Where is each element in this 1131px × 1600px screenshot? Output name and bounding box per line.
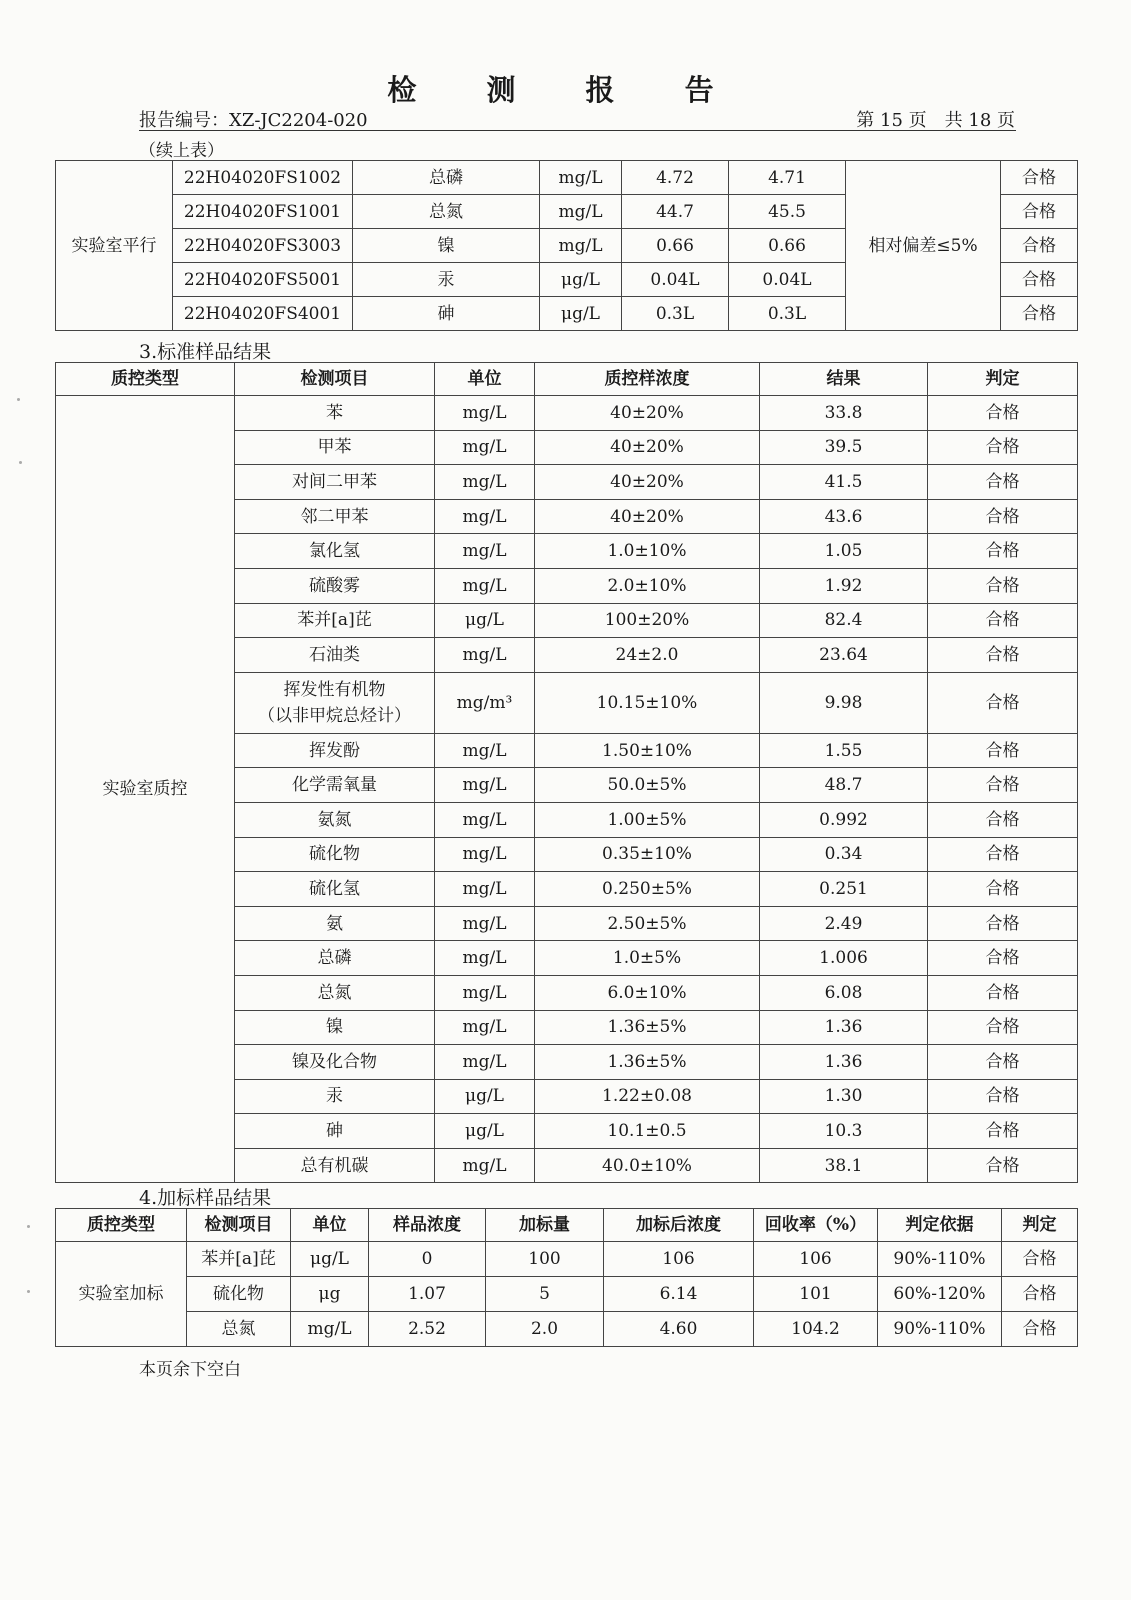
test-item-note: （以非甲烷总烃计）	[258, 705, 411, 726]
value-2-cell: 0.04L	[729, 263, 846, 297]
unit-cell: mg/L	[435, 1045, 535, 1080]
result-cell: 2.49	[760, 906, 928, 941]
unit-cell: mg/m³	[435, 672, 535, 733]
qc-concentration-cell: 1.00±5%	[535, 802, 760, 837]
unit-cell: mg/L	[435, 534, 535, 569]
unit-cell: mg/L	[291, 1312, 369, 1347]
unit-cell: mg/L	[435, 768, 535, 803]
value-1-cell: 44.7	[622, 195, 729, 229]
qc-concentration-cell: 2.0±10%	[535, 568, 760, 603]
value-1-cell: 4.72	[622, 161, 729, 195]
recovery-cell: 101	[754, 1277, 878, 1312]
result-cell: 0.251	[760, 872, 928, 907]
verdict-cell: 合格	[928, 534, 1078, 569]
test-item-name: 总有机碳	[300, 1155, 369, 1176]
column-header: 样品浓度	[369, 1209, 486, 1242]
test-item-cell	[235, 1079, 435, 1114]
test-item-name: 镍及化合物	[292, 1051, 377, 1072]
sample-concentration-cell: 2.52	[369, 1312, 486, 1347]
test-item-name: 氨氮	[317, 809, 352, 830]
result-cell: 1.30	[760, 1079, 928, 1114]
spike-section-title: 4.加标样品结果	[139, 1187, 272, 1209]
result-cell: 39.5	[760, 430, 928, 465]
unit-cell: mg/L	[435, 733, 535, 768]
result-cell: 0.34	[760, 837, 928, 872]
unit-cell: μg/L	[435, 1079, 535, 1114]
qc-concentration-cell: 40±20%	[535, 396, 760, 431]
verdict-cell: 合格	[928, 733, 1078, 768]
column-header: 单位	[291, 1209, 369, 1242]
column-header: 检测项目	[187, 1209, 291, 1242]
test-item-cell: 砷	[353, 297, 540, 331]
unit-cell: mg/L	[435, 837, 535, 872]
table-row	[56, 1277, 1078, 1312]
sample-id-cell: 22H04020FS4001	[173, 297, 353, 331]
test-item-cell: 总氮	[353, 195, 540, 229]
verdict-cell: 合格	[1001, 263, 1078, 297]
unit-cell: mg/L	[435, 975, 535, 1010]
unit-cell: mg/L	[435, 430, 535, 465]
test-item-name: 挥发性有机物	[283, 679, 386, 700]
column-header: 检测项目	[235, 363, 435, 396]
qc-type-cell: 实验室平行	[56, 161, 173, 331]
verdict-cell: 合格	[1002, 1312, 1078, 1347]
test-item-cell	[235, 534, 435, 569]
unit-cell: μg/L	[540, 297, 622, 331]
verdict-cell: 合格	[928, 1045, 1078, 1080]
test-item-name: 硫酸雾	[309, 575, 360, 596]
value-2-cell: 4.71	[729, 161, 846, 195]
verdict-cell: 合格	[1002, 1277, 1078, 1312]
qc-concentration-cell: 40±20%	[535, 499, 760, 534]
test-item-name: 砷	[326, 1121, 343, 1142]
column-header: 判定	[1002, 1209, 1078, 1242]
column-header: 单位	[435, 363, 535, 396]
test-item-name: 总磷	[317, 948, 352, 969]
page-end-note: 本页余下空白	[139, 1360, 241, 1380]
unit-cell: mg/L	[435, 1148, 535, 1183]
test-item-cell	[235, 465, 435, 500]
column-header: 结果	[760, 363, 928, 396]
verdict-cell: 合格	[928, 872, 1078, 907]
result-cell: 1.36	[760, 1010, 928, 1045]
scan-speck	[19, 461, 22, 464]
test-item-cell: 总磷	[353, 161, 540, 195]
table-row	[56, 161, 1078, 195]
qc-concentration-cell: 100±20%	[535, 603, 760, 638]
standard-section-title: 3.标准样品结果	[139, 341, 272, 363]
unit-cell: mg/L	[435, 1010, 535, 1045]
result-cell: 23.64	[760, 638, 928, 673]
unit-cell: mg/L	[435, 465, 535, 500]
result-cell: 1.05	[760, 534, 928, 569]
column-header: 质控样浓度	[535, 363, 760, 396]
sample-concentration-cell: 0	[369, 1242, 486, 1277]
table-row	[56, 396, 1078, 431]
value-2-cell: 0.3L	[729, 297, 846, 331]
unit-cell: μg/L	[291, 1242, 369, 1277]
criterion-cell: 60%-120%	[878, 1277, 1002, 1312]
unit-cell: μg/L	[540, 263, 622, 297]
qc-concentration-cell: 40±20%	[535, 465, 760, 500]
test-item-cell: 硫化物	[187, 1277, 291, 1312]
result-cell: 1.55	[760, 733, 928, 768]
column-header: 加标量	[486, 1209, 604, 1242]
report-number: 报告编号：XZ-JC2204-020	[139, 110, 368, 131]
qc-type-cell: 实验室质控	[56, 396, 235, 1183]
verdict-cell: 合格	[928, 941, 1078, 976]
verdict-cell: 合格	[928, 568, 1078, 603]
spike-table	[55, 1208, 1078, 1347]
test-item-name: 石油类	[309, 644, 360, 665]
qc-concentration-cell: 0.250±5%	[535, 872, 760, 907]
test-item-cell: 苯并[a]芘	[187, 1242, 291, 1277]
qc-concentration-cell: 2.50±5%	[535, 906, 760, 941]
value-2-cell: 0.66	[729, 229, 846, 263]
unit-cell: μg/L	[435, 1114, 535, 1149]
result-cell: 10.3	[760, 1114, 928, 1149]
qc-concentration-cell: 40±20%	[535, 430, 760, 465]
parallel-table	[55, 160, 1078, 331]
verdict-cell: 合格	[928, 638, 1078, 673]
verdict-cell: 合格	[928, 1114, 1078, 1149]
unit-cell: mg/L	[435, 906, 535, 941]
result-cell: 6.08	[760, 975, 928, 1010]
test-item-cell	[235, 733, 435, 768]
test-item-cell	[235, 802, 435, 837]
qc-concentration-cell: 0.35±10%	[535, 837, 760, 872]
value-1-cell: 0.04L	[622, 263, 729, 297]
result-cell: 0.992	[760, 802, 928, 837]
verdict-cell: 合格	[928, 802, 1078, 837]
test-item-cell	[235, 837, 435, 872]
verdict-cell: 合格	[928, 430, 1078, 465]
unit-cell: mg/L	[435, 941, 535, 976]
qc-concentration-cell: 1.36±5%	[535, 1045, 760, 1080]
spike-amount-cell: 100	[486, 1242, 604, 1277]
test-item-cell	[235, 1148, 435, 1183]
unit-cell: mg/L	[435, 568, 535, 603]
test-item-cell	[235, 396, 435, 431]
table-header-row	[56, 363, 1078, 396]
test-item-cell	[235, 906, 435, 941]
table-row	[56, 1312, 1078, 1347]
qc-concentration-cell: 1.36±5%	[535, 1010, 760, 1045]
qc-concentration-cell: 1.22±0.08	[535, 1079, 760, 1114]
criterion-cell: 90%-110%	[878, 1312, 1002, 1347]
scan-speck	[27, 1290, 30, 1293]
criterion-cell: 90%-110%	[878, 1242, 1002, 1277]
test-item-cell	[235, 568, 435, 603]
qc-concentration-cell: 1.0±5%	[535, 941, 760, 976]
recovery-cell: 106	[754, 1242, 878, 1277]
verdict-cell: 合格	[1001, 297, 1078, 331]
column-header: 回收率（%）	[754, 1209, 878, 1242]
test-item-name: 镍	[326, 1017, 343, 1038]
test-item-cell: 汞	[353, 263, 540, 297]
test-item-cell	[235, 872, 435, 907]
column-header: 质控类型	[56, 1209, 187, 1242]
test-item-cell	[235, 672, 435, 733]
result-cell: 1.006	[760, 941, 928, 976]
sample-id-cell: 22H04020FS3003	[173, 229, 353, 263]
test-item-name: 邻二甲苯	[300, 506, 369, 527]
test-item-name: 苯	[326, 402, 343, 423]
sample-id-cell: 22H04020FS1001	[173, 195, 353, 229]
unit-cell: μg/L	[435, 603, 535, 638]
standard-table	[55, 362, 1078, 1183]
test-item-cell	[235, 430, 435, 465]
scan-speck	[17, 398, 20, 401]
spiked-concentration-cell: 6.14	[604, 1277, 754, 1312]
qc-concentration-cell: 40.0±10%	[535, 1148, 760, 1183]
sample-id-cell: 22H04020FS5001	[173, 263, 353, 297]
verdict-cell: 合格	[928, 1148, 1078, 1183]
result-cell: 1.36	[760, 1045, 928, 1080]
test-item-cell	[235, 1010, 435, 1045]
scan-speck	[27, 1225, 30, 1228]
test-item-cell: 总氮	[187, 1312, 291, 1347]
verdict-cell: 合格	[928, 396, 1078, 431]
result-cell: 82.4	[760, 603, 928, 638]
verdict-cell: 合格	[928, 672, 1078, 733]
verdict-cell: 合格	[928, 1079, 1078, 1114]
test-item-name: 甲苯	[317, 437, 352, 458]
unit-cell: μg	[291, 1277, 369, 1312]
spiked-concentration-cell: 106	[604, 1242, 754, 1277]
unit-cell: mg/L	[435, 872, 535, 907]
unit-cell: mg/L	[540, 195, 622, 229]
test-item-cell	[235, 603, 435, 638]
verdict-cell: 合格	[928, 465, 1078, 500]
test-item-name: 氯化氢	[309, 541, 360, 562]
qc-concentration-cell: 10.15±10%	[535, 672, 760, 733]
verdict-cell: 合格	[928, 906, 1078, 941]
result-cell: 38.1	[760, 1148, 928, 1183]
test-item-cell	[235, 638, 435, 673]
unit-cell: mg/L	[435, 802, 535, 837]
unit-cell: mg/L	[540, 229, 622, 263]
qc-concentration-cell: 1.0±10%	[535, 534, 760, 569]
test-item-name: 化学需氧量	[292, 775, 377, 796]
verdict-cell: 合格	[928, 499, 1078, 534]
sample-concentration-cell: 1.07	[369, 1277, 486, 1312]
unit-cell: mg/L	[435, 638, 535, 673]
value-2-cell: 45.5	[729, 195, 846, 229]
test-item-cell	[235, 941, 435, 976]
test-item-name: 汞	[326, 1086, 343, 1107]
test-item-name: 对间二甲苯	[292, 471, 377, 492]
spike-amount-cell: 2.0	[486, 1312, 604, 1347]
qc-concentration-cell: 10.1±0.5	[535, 1114, 760, 1149]
verdict-cell: 合格	[928, 837, 1078, 872]
test-item-name: 氨	[326, 913, 343, 934]
test-item-name: 挥发酚	[309, 740, 360, 761]
test-item-cell	[235, 1114, 435, 1149]
test-item-cell	[235, 975, 435, 1010]
recovery-cell: 104.2	[754, 1312, 878, 1347]
test-item-name: 苯并[a]芘	[297, 610, 372, 631]
report-title: 检 测 报 告	[387, 73, 744, 107]
value-1-cell: 0.3L	[622, 297, 729, 331]
qc-type-cell: 实验室加标	[56, 1242, 187, 1347]
qc-concentration-cell: 1.50±10%	[535, 733, 760, 768]
qc-concentration-cell: 24±2.0	[535, 638, 760, 673]
column-header: 判定依据	[878, 1209, 1002, 1242]
result-cell: 48.7	[760, 768, 928, 803]
test-item-cell	[235, 1045, 435, 1080]
unit-cell: mg/L	[435, 396, 535, 431]
table-header-row	[56, 1209, 1078, 1242]
verdict-cell: 合格	[928, 975, 1078, 1010]
unit-cell: mg/L	[435, 499, 535, 534]
sample-id-cell: 22H04020FS1002	[173, 161, 353, 195]
result-cell: 33.8	[760, 396, 928, 431]
continued-label: （续上表）	[139, 141, 224, 161]
test-item-cell	[235, 499, 435, 534]
verdict-cell: 合格	[1001, 229, 1078, 263]
test-item-name: 硫化物	[309, 844, 360, 865]
value-1-cell: 0.66	[622, 229, 729, 263]
result-cell: 1.92	[760, 568, 928, 603]
test-item-cell	[235, 768, 435, 803]
table-row	[56, 1242, 1078, 1277]
test-item-name: 总氮	[317, 982, 352, 1003]
result-cell: 9.98	[760, 672, 928, 733]
unit-cell: mg/L	[540, 161, 622, 195]
test-item-name: 硫化氢	[309, 878, 360, 899]
qc-concentration-cell: 50.0±5%	[535, 768, 760, 803]
spiked-concentration-cell: 4.60	[604, 1312, 754, 1347]
column-header: 加标后浓度	[604, 1209, 754, 1242]
column-header: 判定	[928, 363, 1078, 396]
verdict-cell: 合格	[928, 603, 1078, 638]
criterion-cell: 相对偏差≤5%	[846, 161, 1001, 331]
qc-concentration-cell: 6.0±10%	[535, 975, 760, 1010]
verdict-cell: 合格	[1001, 195, 1078, 229]
verdict-cell: 合格	[928, 1010, 1078, 1045]
verdict-cell: 合格	[1001, 161, 1078, 195]
result-cell: 41.5	[760, 465, 928, 500]
result-cell: 43.6	[760, 499, 928, 534]
verdict-cell: 合格	[1002, 1242, 1078, 1277]
header-rule	[139, 130, 1016, 131]
page-indicator: 第 15 页 共 18 页	[856, 110, 1015, 131]
column-header: 质控类型	[56, 363, 235, 396]
test-item-cell: 镍	[353, 229, 540, 263]
verdict-cell: 合格	[928, 768, 1078, 803]
spike-amount-cell: 5	[486, 1277, 604, 1312]
